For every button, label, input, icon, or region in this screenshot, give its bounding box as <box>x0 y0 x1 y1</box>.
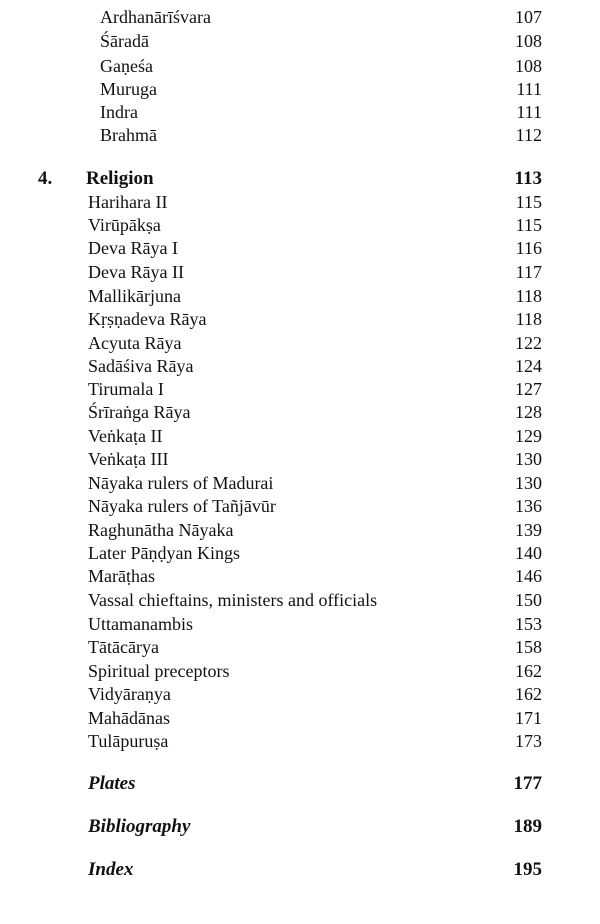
toc-entry-title: Tulāpuruṣa <box>88 731 169 751</box>
toc-entry-page: 117 <box>515 262 542 282</box>
toc-entry-title: Vassal chieftains, ministers and officials <box>88 590 378 610</box>
toc-entry-page: 158 <box>515 637 542 657</box>
toc-entry-title: Indra <box>100 102 138 122</box>
toc-entry-page: 140 <box>515 543 542 563</box>
toc-entry-title: Later Pāṇḍyan Kings <box>88 543 240 563</box>
toc-entry <box>0 331 600 355</box>
toc-entry-page: 118 <box>515 309 542 329</box>
toc-entry-title: Nāyaka rulers of Tañjāvūr <box>88 496 276 516</box>
toc-entry-title: Raghunātha Nāyaka <box>88 520 234 540</box>
toc-entry <box>0 307 600 331</box>
toc-entry-title: Śrīraṅga Rāya <box>88 402 191 422</box>
chapter-heading <box>0 167 600 191</box>
toc-entry <box>0 100 600 124</box>
toc-entry-page: 136 <box>515 496 542 516</box>
toc-entry <box>0 354 600 378</box>
back-matter-page: 189 <box>513 816 542 837</box>
toc-entry-title: Deva Rāya I <box>88 238 178 258</box>
toc-entry <box>0 494 600 518</box>
toc-entry-title: Ardhanārīśvara <box>100 7 211 27</box>
chapter-title: Religion <box>86 168 154 189</box>
toc-entry <box>0 54 600 78</box>
toc-entry-title: Vidyāraṇya <box>88 684 171 704</box>
toc-entry-title: Mallikārjuna <box>88 286 181 306</box>
toc-entry-title: Tātācārya <box>88 637 159 657</box>
toc-entry <box>0 612 600 636</box>
toc-entry-page: 173 <box>515 731 542 751</box>
toc-entry-page: 171 <box>515 708 542 728</box>
toc-entry-page: 107 <box>515 7 542 27</box>
toc-entry-page: 124 <box>515 356 542 376</box>
toc-entry <box>0 518 600 542</box>
toc-entry <box>0 541 600 565</box>
toc-entry-title: Acyuta Rāya <box>88 333 182 353</box>
toc-entry <box>0 564 600 588</box>
toc-entry <box>0 213 600 237</box>
toc-entry-title: Nāyaka rulers of Madurai <box>88 473 274 493</box>
chapter-number: 4. <box>38 168 53 189</box>
toc-entry-title: Uttamanambis <box>88 614 193 634</box>
toc-entry-page: 130 <box>515 473 542 493</box>
toc-entry-page: 118 <box>515 286 542 306</box>
toc-entry-page: 111 <box>516 79 542 99</box>
toc-entry <box>0 284 600 308</box>
toc-entry-page: 112 <box>515 125 542 145</box>
toc-entry <box>0 377 600 401</box>
toc-entry <box>0 706 600 730</box>
toc-entry-page: 150 <box>515 590 542 610</box>
toc-entry <box>0 635 600 659</box>
toc-entry-page: 139 <box>515 520 542 540</box>
toc-entry-page: 115 <box>515 215 542 235</box>
toc-entry <box>0 729 600 753</box>
toc-entry <box>0 588 600 612</box>
toc-entry-page: 129 <box>515 426 542 446</box>
toc-entry <box>0 659 600 683</box>
toc-entry-title: Marāṭhas <box>88 566 155 586</box>
toc-entry <box>0 682 600 706</box>
toc-entry <box>0 424 600 448</box>
toc-entry-title: Veṅkaṭa III <box>88 449 169 469</box>
back-matter-page: 177 <box>513 773 542 794</box>
toc-entry <box>0 260 600 284</box>
toc-entry <box>0 190 600 214</box>
toc-entry-title: Deva Rāya II <box>88 262 184 282</box>
toc-entry-title: Harihara II <box>88 192 168 212</box>
back-matter-title: Bibliography <box>88 816 191 837</box>
toc-entry-page: 108 <box>515 56 542 76</box>
toc-entry-page: 146 <box>515 566 542 586</box>
toc-entry <box>0 471 600 495</box>
toc-entry-page: 162 <box>515 661 542 681</box>
toc-entry-page: 127 <box>515 379 542 399</box>
toc-entry-title: Sadāśiva Rāya <box>88 356 194 376</box>
toc-entry-title: Spiritual preceptors <box>88 661 230 681</box>
toc-entry-title: Śāradā <box>100 31 149 51</box>
toc-entry-page: 111 <box>516 102 542 122</box>
toc-entry <box>0 236 600 260</box>
toc-entry <box>0 5 600 29</box>
toc-entry <box>0 447 600 471</box>
toc-entry-title: Kṛṣṇadeva Rāya <box>88 309 207 329</box>
toc-entry-title: Tirumala I <box>88 379 164 399</box>
back-matter-title: Plates <box>88 773 136 794</box>
toc-entry-page: 153 <box>515 614 542 634</box>
toc-entry-page: 162 <box>515 684 542 704</box>
back-matter-entry <box>0 815 600 839</box>
toc-entry-title: Virūpākṣa <box>88 215 161 235</box>
toc-entry-page: 122 <box>515 333 542 353</box>
back-matter-entry <box>0 858 600 882</box>
toc-entry-title: Gaṇeśa <box>100 56 153 76</box>
toc-entry-page: 130 <box>515 449 542 469</box>
back-matter-title: Index <box>88 859 134 880</box>
toc-entry-title: Veṅkaṭa II <box>88 426 163 446</box>
toc-entry <box>0 77 600 101</box>
toc-entry-page: 108 <box>515 31 542 51</box>
toc-entry <box>0 400 600 424</box>
toc-entry-title: Mahādānas <box>88 708 170 728</box>
back-matter-page: 195 <box>513 859 542 880</box>
toc-entry-title: Brahmā <box>100 125 157 145</box>
toc-entry <box>0 29 600 53</box>
toc-entry <box>0 123 600 147</box>
toc-entry-page: 128 <box>515 402 542 422</box>
toc-entry-page: 115 <box>515 192 542 212</box>
toc-entry-page: 116 <box>515 238 542 258</box>
back-matter-entry <box>0 772 600 796</box>
chapter-page: 113 <box>514 168 542 189</box>
toc-entry-title: Muruga <box>100 79 157 99</box>
